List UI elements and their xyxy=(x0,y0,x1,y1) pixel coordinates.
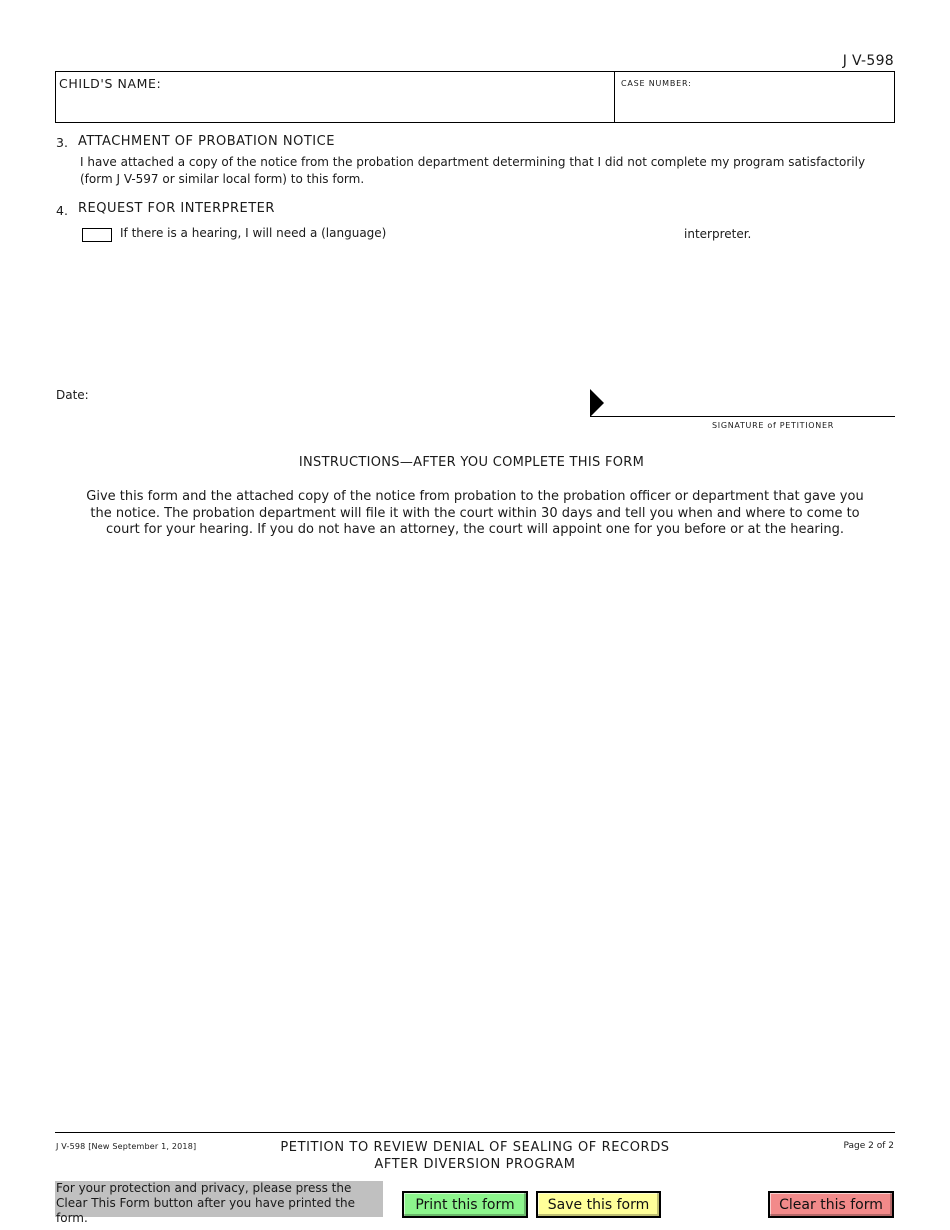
interpreter-checkbox[interactable] xyxy=(82,228,112,242)
item-4-title: REQUEST FOR INTERPRETER xyxy=(78,201,275,216)
instructions-title: INSTRUCTIONS—AFTER YOU COMPLETE THIS FORM xyxy=(298,455,645,470)
privacy-note: For your protection and privacy, please press the Clear This Form button after you have printed the form. xyxy=(55,1181,383,1217)
signature-label: SIGNATURE of PETITIONER xyxy=(712,421,834,430)
signature-arrow-icon xyxy=(590,389,604,417)
childs-name-cell xyxy=(56,72,615,122)
form-title-line2: AFTER DIVERSION PROGRAM xyxy=(374,1157,576,1172)
item-4-number: 4. xyxy=(56,203,68,218)
form-title xyxy=(0,1139,950,1173)
signature-input[interactable] xyxy=(610,394,894,416)
date-input[interactable] xyxy=(95,386,299,406)
clear-form-button[interactable]: Clear this form xyxy=(769,1192,893,1217)
childs-name-input[interactable] xyxy=(60,94,609,118)
item-3-number: 3. xyxy=(56,135,68,150)
item-3-text-line2: (form J V-597 or similar local form) to this form. xyxy=(80,172,365,186)
save-form-button[interactable]: Save this form xyxy=(537,1192,660,1217)
page-number: Page 2 of 2 xyxy=(843,1141,894,1151)
footer-divider xyxy=(55,1132,895,1133)
signature-line xyxy=(590,416,895,417)
case-number-input[interactable] xyxy=(621,94,893,118)
case-number-cell xyxy=(615,72,894,122)
form-revision: J V-598 [New September 1, 2018] xyxy=(56,1142,197,1151)
interpreter-text-before: If there is a hearing, I will need a (language) xyxy=(120,226,387,240)
form-title-line1: PETITION TO REVIEW DENIAL OF SEALING OF RECORDS xyxy=(280,1140,670,1155)
item-3-text-line1: I have attached a copy of the notice from the probation department determining that I did not complete my program satisfactorily xyxy=(80,155,866,169)
interpreter-text-after: interpreter. xyxy=(684,227,752,241)
caption-box xyxy=(55,71,895,123)
form-number: J V-598 xyxy=(842,53,894,69)
childs-name-label: CHILD'S NAME: xyxy=(59,76,162,91)
item-3-title: ATTACHMENT OF PROBATION NOTICE xyxy=(78,134,335,149)
print-form-button[interactable]: Print this form xyxy=(403,1192,527,1217)
instructions-body: Give this form and the attached copy of the notice from probation to the probation officer or department that gave you the notice. The probation department will file it with the court within 30 days and tell you when and where to come to court for your hearing. If you do not have an attorney, the court will appoint one for you before or at the hearing. xyxy=(86,489,864,537)
date-label: Date: xyxy=(56,388,89,402)
interpreter-language-input[interactable] xyxy=(395,225,681,245)
case-number-label: CASE NUMBER: xyxy=(621,79,692,88)
